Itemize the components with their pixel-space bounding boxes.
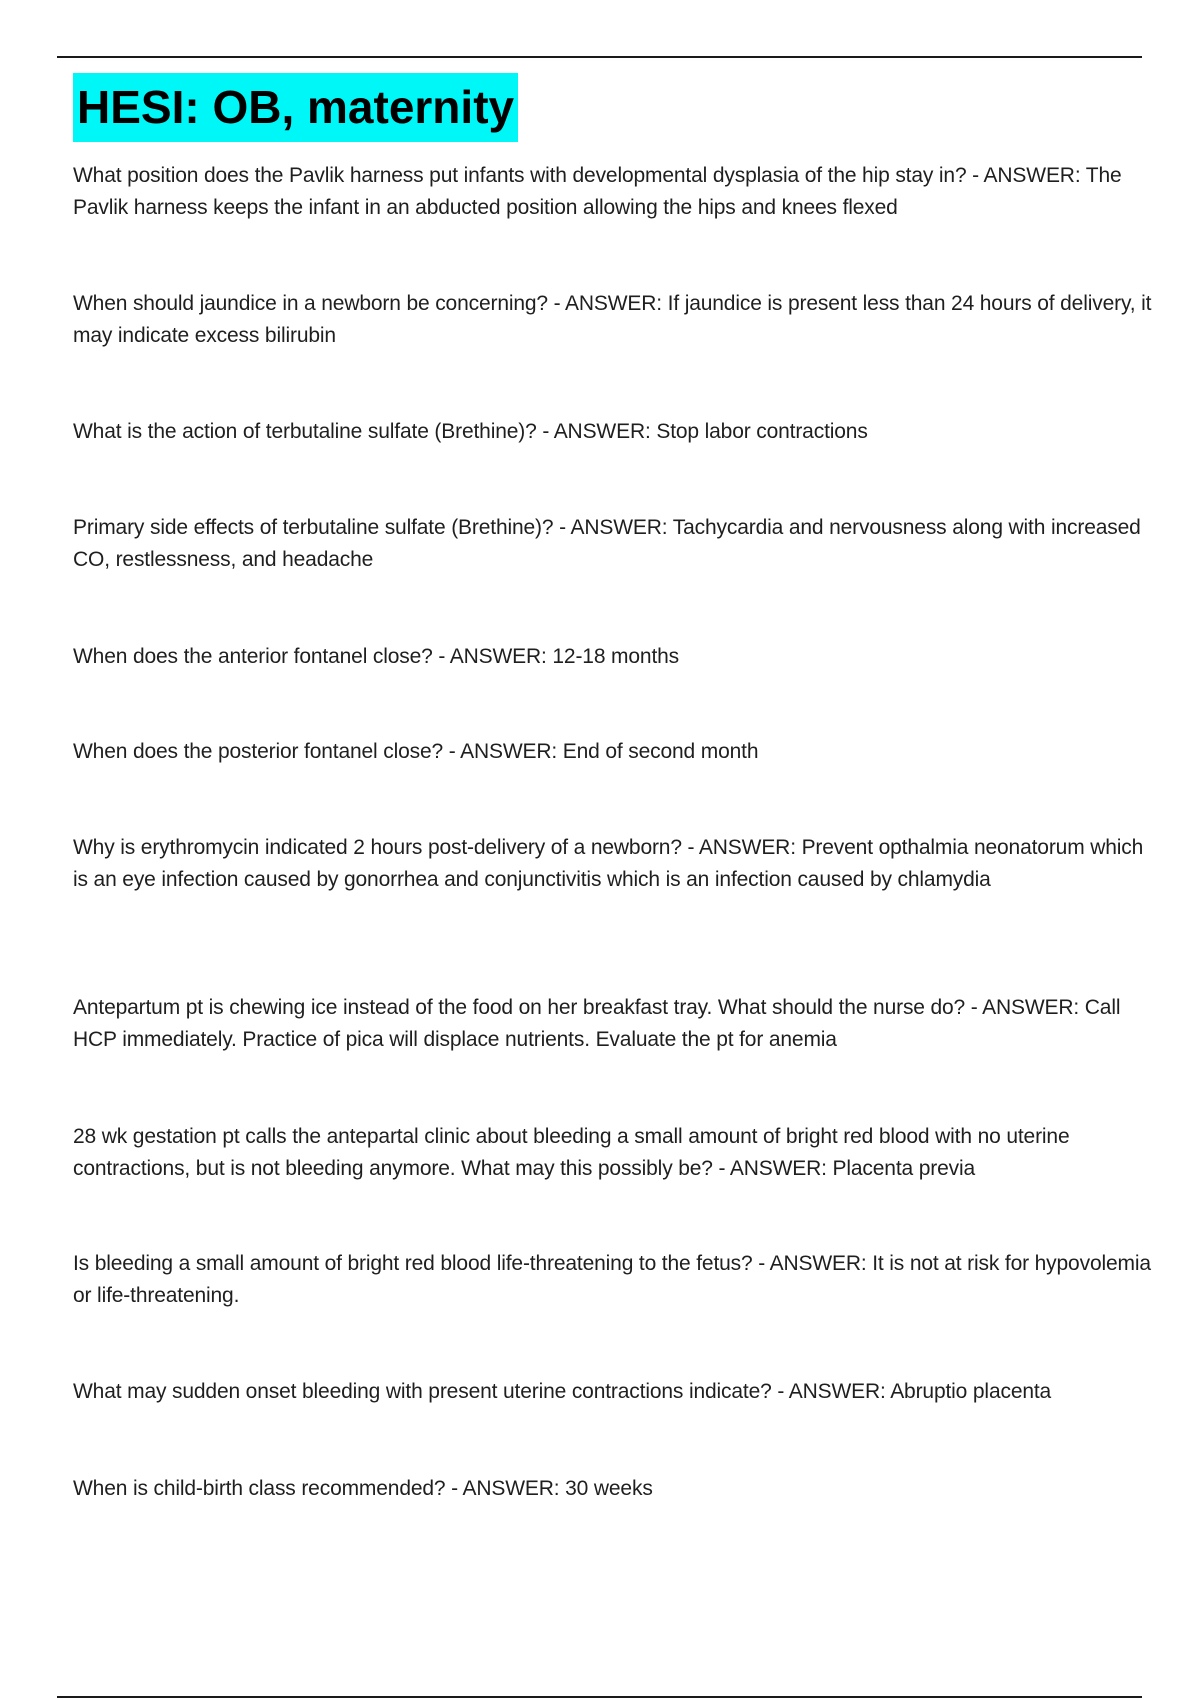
qa-item: When is child-birth class recommended? - ANSWER: 30 weeks [73, 1477, 653, 1500]
qa-item: Antepartum pt is chewing ice instead of the food on her breakfast tray. What should the nurse do? - ANSWER: Call HCP immediately. Practice of pica will displace nutrients. Evaluate the pt for anemia [73, 996, 1121, 1051]
qa-item: Primary side effects of terbutaline sulfate (Brethine)? - ANSWER: Tachycardia and nervousness along with increased CO, restlessness, and headache [73, 516, 1141, 571]
qa-item: Why is erythromycin indicated 2 hours post-delivery of a newborn? - ANSWER: Prevent opthalmia neonatorum which is an eye infection caused by gonorrhea and conjunctivitis which is an infection caused by chlamydia [73, 836, 1144, 891]
qa-item: What may sudden onset bleeding with present uterine contractions indicate? - ANSWER: Abruptio placenta [73, 1380, 1052, 1403]
page-title: HESI: OB, maternity [73, 73, 518, 142]
qa-item: What position does the Pavlik harness put infants with developmental dysplasia of the hip stay in? - ANSWER: The Pavlik harness keeps the infant in an abducted position allowing the hips and knees flexed [73, 164, 1122, 219]
qa-item: What is the action of terbutaline sulfate (Brethine)? - ANSWER: Stop labor contractions [73, 420, 868, 443]
qa-item: When should jaundice in a newborn be concerning? - ANSWER: If jaundice is present less than 24 hours of delivery, it may indicate excess bilirubin [73, 292, 1152, 347]
qa-item: Is bleeding a small amount of bright red blood life-threatening to the fetus? - ANSWER: It is not at risk for hypovolemia or life-threatening. [73, 1252, 1151, 1307]
qa-item: 28 wk gestation pt calls the antepartal clinic about bleeding a small amount of bright red blood with no uterine contractions, but is not bleeding anymore. What may this possibly be? - ANSWER: Placenta previa [73, 1125, 1070, 1180]
bottom-rule [57, 1696, 1142, 1698]
top-rule [57, 56, 1142, 58]
qa-item: When does the posterior fontanel close? - ANSWER: End of second month [73, 740, 759, 763]
qa-item: When does the anterior fontanel close? - ANSWER: 12-18 months [73, 645, 680, 668]
